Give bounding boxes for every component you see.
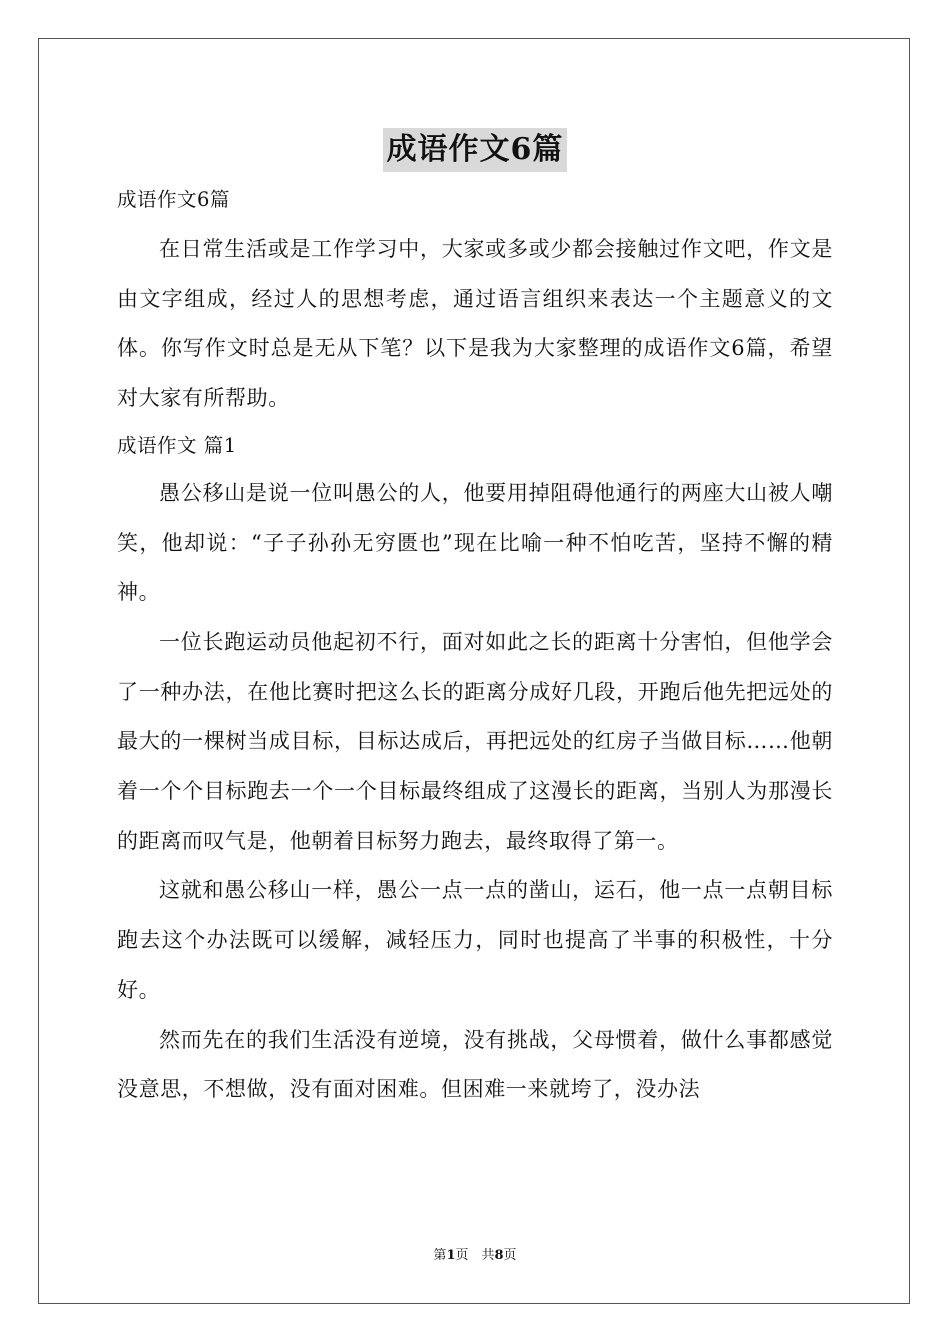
document-body <box>117 180 833 1115</box>
section-heading: 成语作文 篇1 <box>117 433 237 457</box>
current-page-number: 1 <box>446 1248 456 1263</box>
total-pages-number: 8 <box>494 1248 504 1263</box>
body-paragraph: 一位长跑运动员他起初不行，面对如此之长的距离十分害怕，但他学会了一种办法，在他比赛时把这么长的距离分成好几段，开跑后他先把远处的最大的一棵树当成目标，目标达成后，再把远处的红房子当做目标……他朝着一个个目标跑去一个一个目标最终组成了这漫长的距离，当别人为那漫长的距离而叹气是，他朝着目标努力跑去，最终取得了第一。 <box>117 629 833 853</box>
footer-middle: 页 共 <box>455 1248 495 1263</box>
intro-paragraph: 在日常生活或是工作学习中，大家或多或少都会接触过作文吧，作文是由文字组成，经过人的思想考虑，通过语言组织来表达一个主题意义的文体。你写作文时总是无从下笔？以下是我为大家整理的成语作文6篇，希望对大家有所帮助。 <box>117 237 833 411</box>
doc-heading: 成语作文6篇 <box>117 188 230 211</box>
footer-suffix: 页 <box>503 1248 517 1263</box>
title-container <box>0 128 950 172</box>
body-paragraph: 愚公移山是说一位叫愚公的人，他要用掉阻碍他通行的两座大山被人嘲笑，他却说：“子子孙孙无穷匮也”现在比喻一种不怕吃苦，坚持不懈的精神。 <box>117 480 833 605</box>
body-paragraph: 然而先在的我们生活没有逆境，没有挑战，父母惯着，做什么事都感觉没意思，不想做，没有面对困难。但困难一来就垮了，没办法 <box>117 1027 833 1102</box>
page-footer <box>0 1244 950 1263</box>
document-title: 成语作文6篇 <box>383 128 568 172</box>
body-paragraph: 这就和愚公移山一样，愚公一点一点的凿山，运石，他一点一点朝目标跑去这个办法既可以缓解，减轻压力，同时也提高了半事的积极性，十分好。 <box>117 878 833 1002</box>
footer-prefix: 第 <box>433 1248 447 1263</box>
